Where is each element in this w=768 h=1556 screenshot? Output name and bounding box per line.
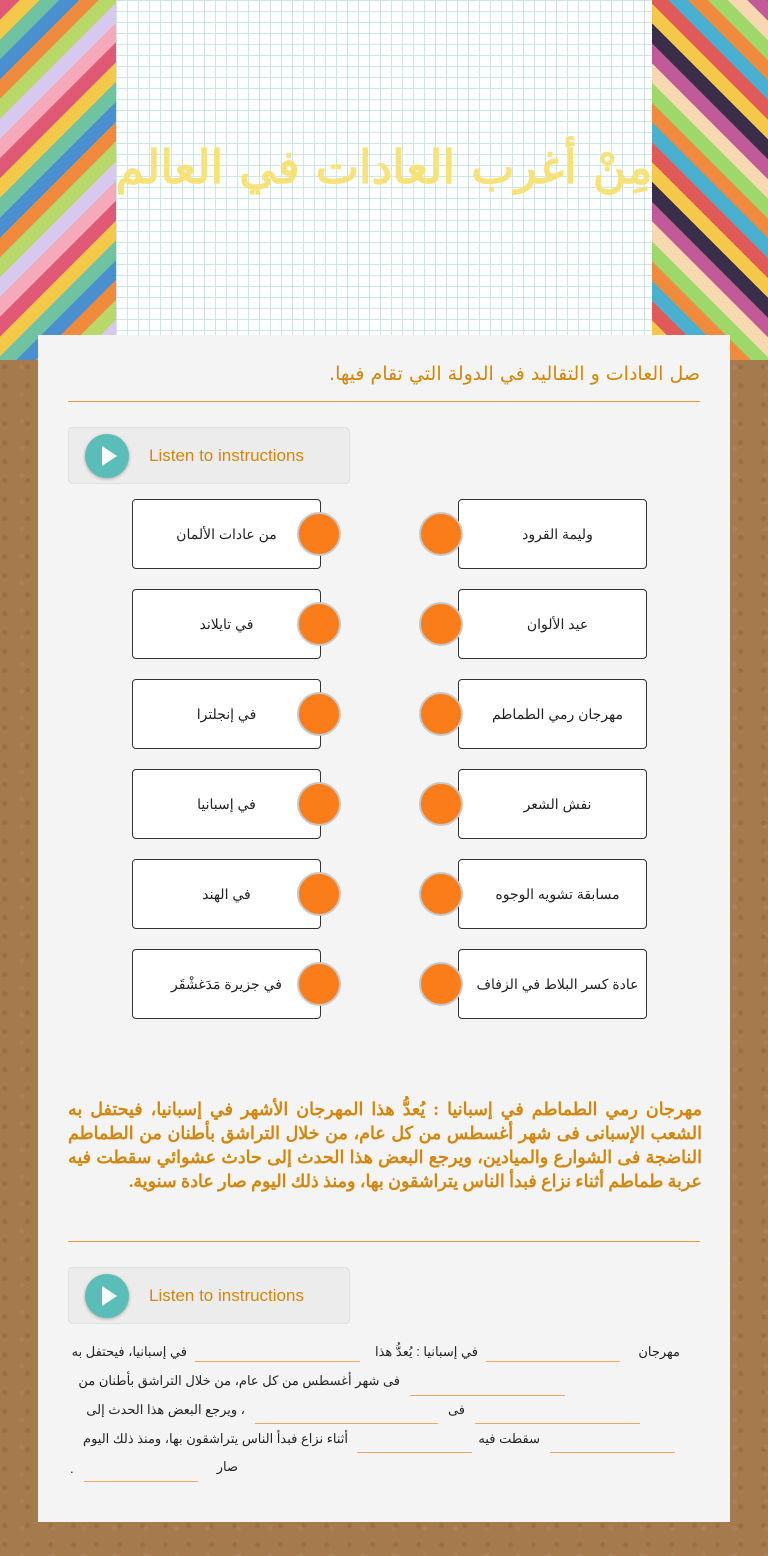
connector-dot-left[interactable] <box>297 602 341 646</box>
connector-dot-left[interactable] <box>297 962 341 1006</box>
match-left-item[interactable]: في جزيرة مَدَغشْقَر <box>132 949 321 1019</box>
match-right-item[interactable]: وليمة القرود <box>458 499 647 569</box>
connector-dot-left[interactable] <box>297 782 341 826</box>
page-title: مِنْ أغرب العادات في العالم <box>115 140 653 194</box>
connector-dot-left[interactable] <box>297 512 341 556</box>
blank-3[interactable] <box>410 1378 565 1396</box>
listen-label: Listen to instructions <box>149 1286 304 1305</box>
match-right-item[interactable]: نفش الشعر <box>458 769 647 839</box>
connector-dot-right[interactable] <box>419 602 463 646</box>
blank-2[interactable] <box>195 1344 360 1362</box>
match-right-item[interactable]: عيد الألوان <box>458 589 647 659</box>
fill-text: في إسبانيا : يُعدُّ هذا <box>374 1344 478 1359</box>
blank-7[interactable] <box>357 1435 472 1453</box>
divider <box>68 1241 700 1242</box>
connector-dot-right[interactable] <box>419 512 463 556</box>
connector-dot-right[interactable] <box>419 872 463 916</box>
worksheet-card <box>38 335 730 1522</box>
fill-text: صار <box>216 1459 238 1474</box>
fill-text: مهرجان <box>638 1344 680 1359</box>
blank-1[interactable] <box>486 1344 620 1362</box>
connector-dot-left[interactable] <box>297 692 341 736</box>
fill-text: سقطت فيه <box>478 1431 540 1446</box>
match-left-item[interactable]: في إسبانيا <box>132 769 321 839</box>
listen-label: Listen to instructions <box>149 446 304 465</box>
match-left-item[interactable]: في إنجلترا <box>132 679 321 749</box>
fill-text: . <box>70 1461 74 1476</box>
fill-text: أثناء نزاع فبدأ الناس يتراشقون بها، ومنذ ذلك اليوم <box>83 1431 348 1446</box>
fill-text: فى <box>447 1402 465 1417</box>
divider <box>68 401 700 402</box>
instruction-1: صل العادات و التقاليد في الدولة التي تقام فيها. <box>329 363 700 385</box>
connector-dot-right[interactable] <box>419 962 463 1006</box>
match-left-item[interactable]: في تايلاند <box>132 589 321 659</box>
match-left-item[interactable]: من عادات الألمان <box>132 499 321 569</box>
fill-text: فى شهر أغسطس من كل عام، من خلال التراشق بأطنان من <box>78 1373 400 1388</box>
connector-dot-right[interactable] <box>419 782 463 826</box>
fill-text: ، ويرجع البعض هذا الحدث إلى <box>86 1402 245 1417</box>
connector-dot-right[interactable] <box>419 692 463 736</box>
reading-paragraph: مهرجان رمي الطماطم في إسبانيا : يُعدُّ هذا المهرجان الأشهر في إسبانيا، فيحتفل به الشعب الإسبانى فى شهر أغسطس من كل عام، من خلال التراشق بأطنان من الطماطم الناضجة فى الشوارع والميادين، ويرجع البعض هذا الحدث إلى حادث عشوائي سقطت فيه عربة طماطم أثناء نزاع فبدأ الناس يتراشقون بها، ومنذ ذلك اليوم صار عادة سنوية. <box>68 1099 702 1191</box>
listen-button-1[interactable] <box>68 427 350 484</box>
match-left-item[interactable]: في الهند <box>132 859 321 929</box>
play-icon[interactable] <box>85 434 129 478</box>
header-banner <box>0 0 768 360</box>
listen-button-2[interactable] <box>68 1267 350 1324</box>
play-icon[interactable] <box>85 1274 129 1318</box>
match-right-item[interactable]: مهرجان رمي الطماطم <box>458 679 647 749</box>
match-right-item[interactable]: مسابقة تشويه الوجوه <box>458 859 647 929</box>
blank-8[interactable] <box>84 1464 198 1482</box>
fill-text: في إسبانيا، فيحتفل به <box>71 1344 187 1359</box>
blank-6[interactable] <box>550 1435 675 1453</box>
connector-dot-left[interactable] <box>297 872 341 916</box>
blank-4[interactable] <box>475 1406 640 1424</box>
blank-5[interactable] <box>255 1406 438 1424</box>
match-right-item[interactable]: عادة كسر البلاط في الزفاف <box>458 949 647 1019</box>
